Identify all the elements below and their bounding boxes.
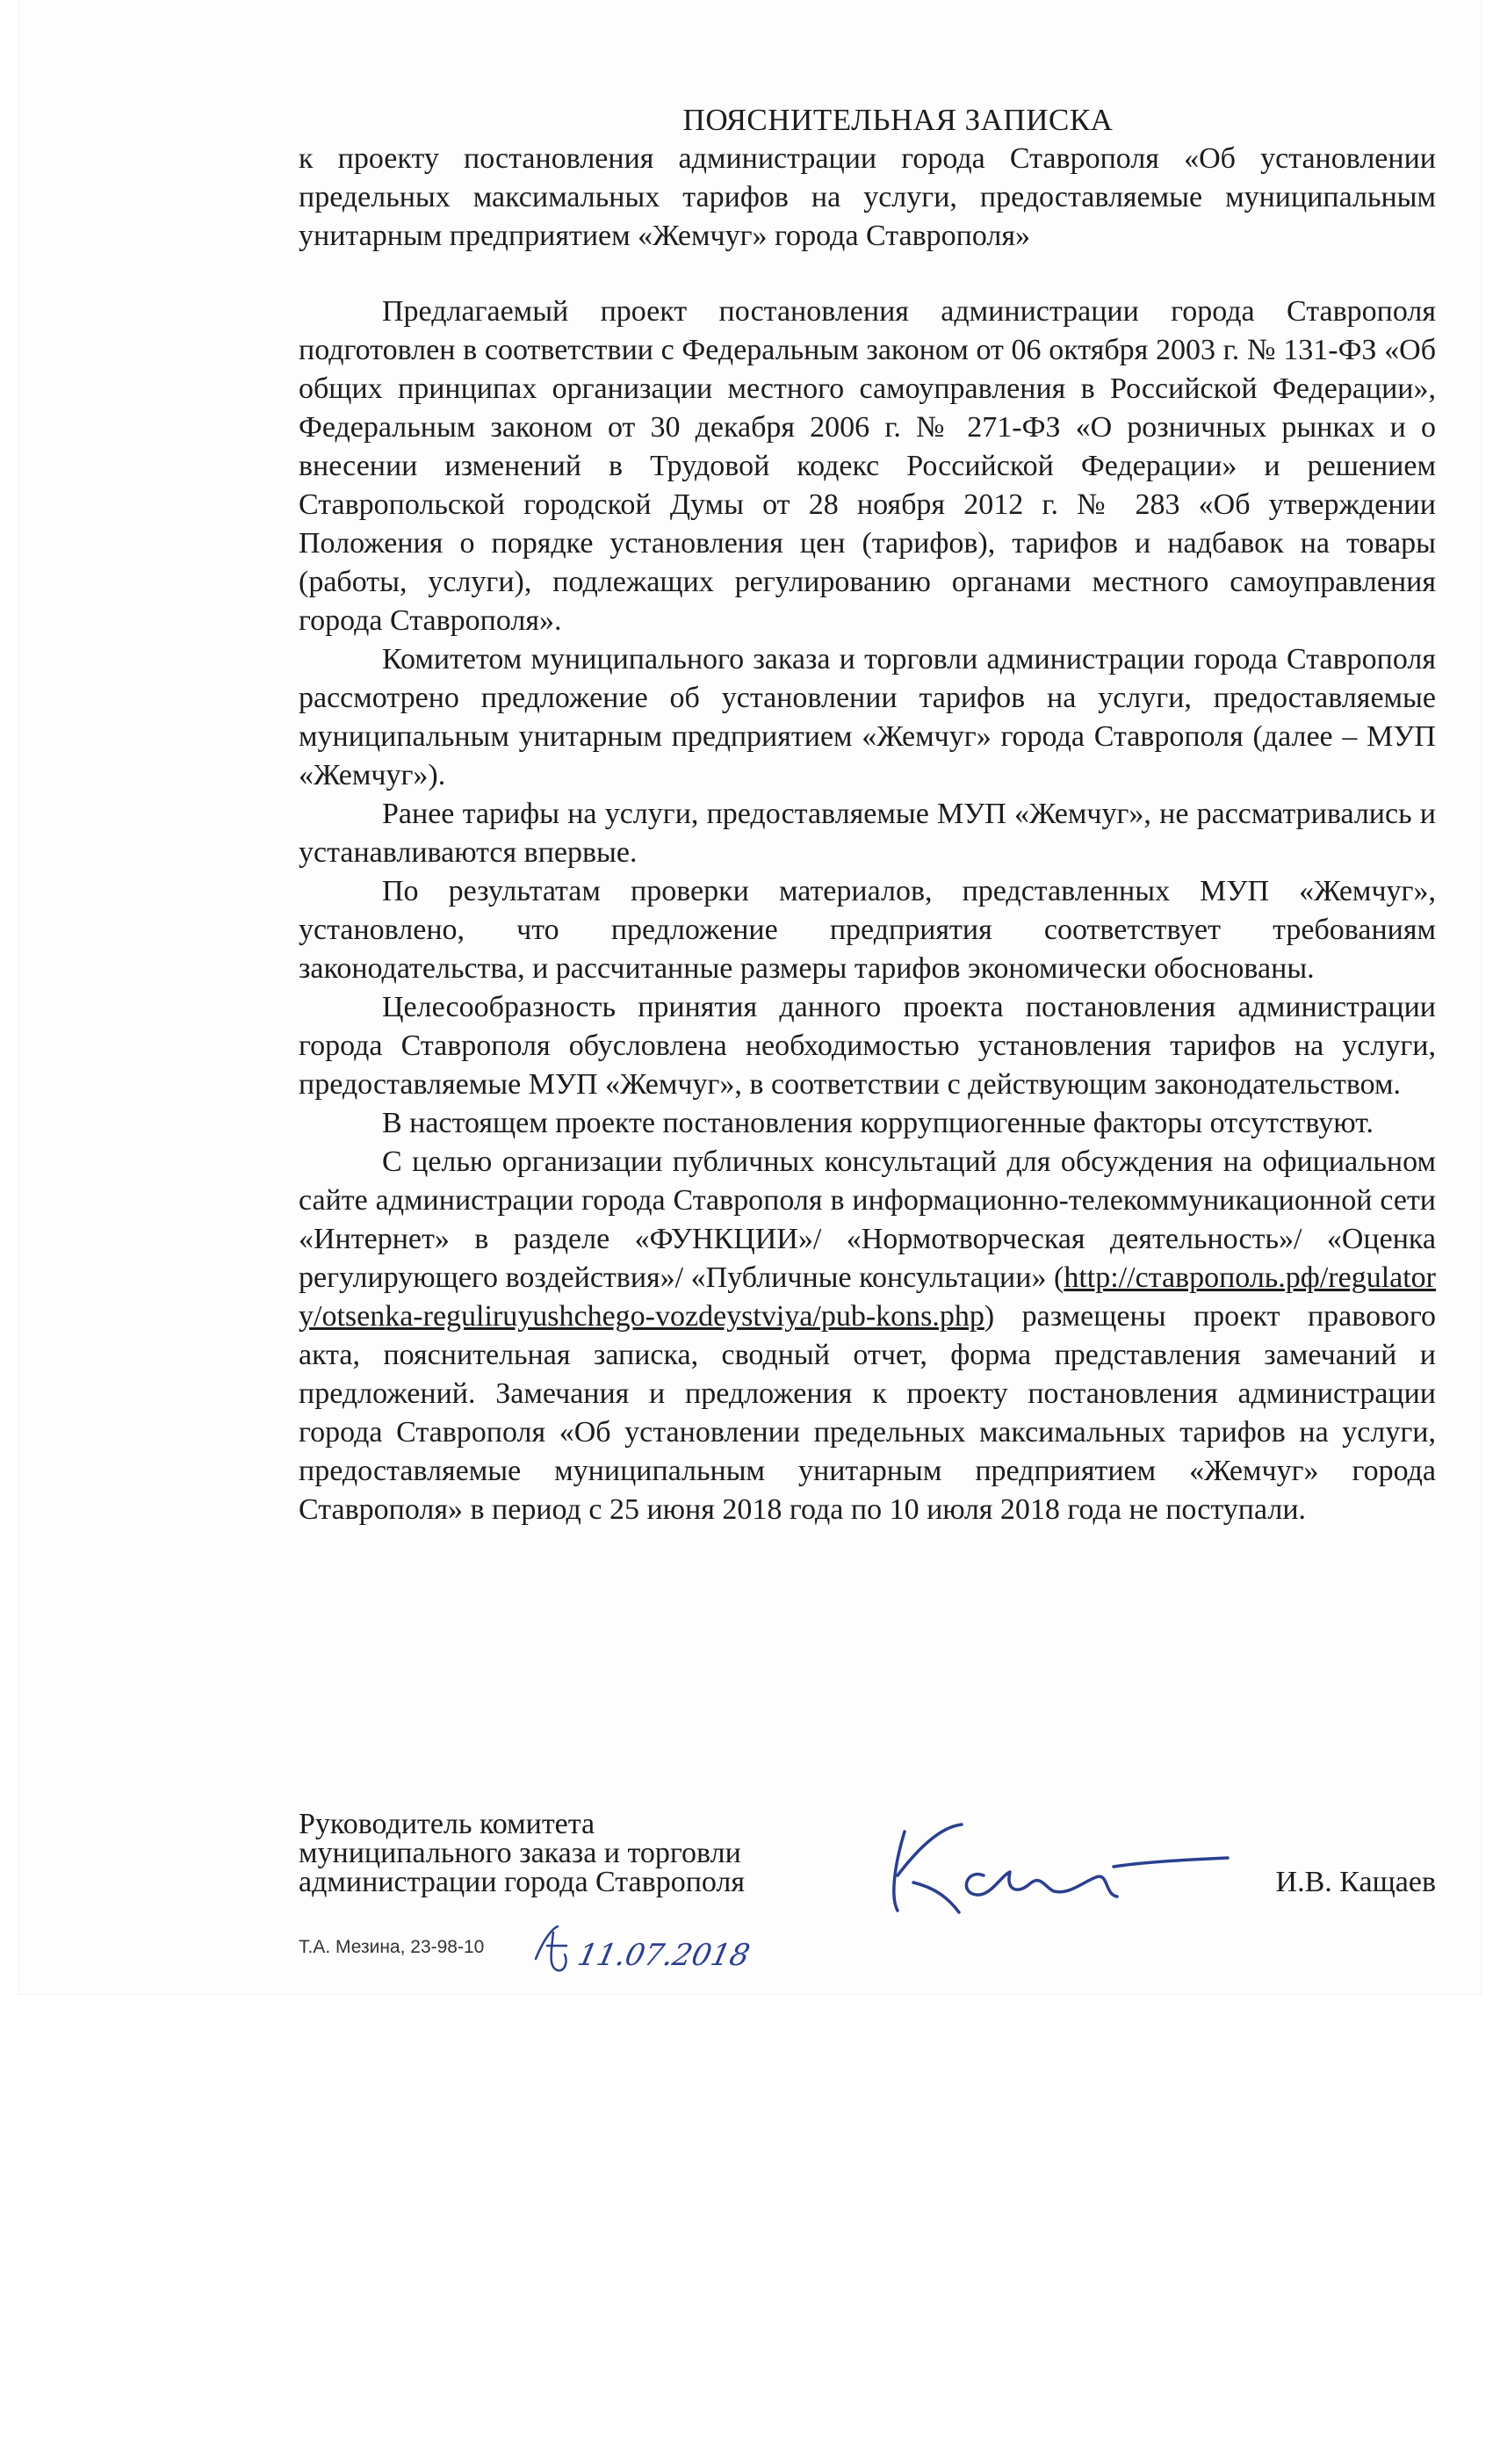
document-text <box>299 293 1436 1529</box>
signer-name: И.В. Кащаев <box>1275 1866 1436 1898</box>
consultation-text-end: ) размещены проект правового акта, пояснительная записка, сводный отчет, форма представления замечаний и предложений. Замечания и предложения к проекту постановления администрации города Ставрополя «Об установлении предельных максимальных тарифов на услуги, предоставляемые муниципальным унитарным предприятием «Жемчуг» города Ставрополя» в период с 25 июня 2018 года по 10 июля 2018 года не поступали. <box>299 1300 1436 1526</box>
paragraph: Комитетом муниципального заказа и торговли администрации города Ставрополя рассмотрено предложение об установлении тарифов на услуги, предоставляемые муниципальным унитарным предприятием «Жемчуг» города Ставрополя (далее – МУП «Жемчуг»). <box>299 643 1436 791</box>
signature-block <box>299 1810 1436 1897</box>
paragraph: Ранее тарифы на услуги, предоставляемые МУП «Жемчуг», не рассматривались и устанавливаются впервые. <box>299 798 1436 869</box>
paragraph: Целесообразность принятия данного проекта постановления администрации города Ставрополя обусловлена необходимостью установления тарифов на услуги, предоставляемые МУП «Жемчуг», в соответствии с действующим законодательством. <box>299 991 1436 1101</box>
handwritten-date-note <box>531 1919 795 1981</box>
handwritten-date: 11.07.2018 <box>574 1938 754 1973</box>
document-body <box>299 101 1436 1529</box>
consultation-text-start: С целью организации публичных консультаций для обсуждения на официальном сайте администрации города Ставрополя в информационно-телекоммуникационной сети «Интернет» в разделе «ФУНКЦИИ»/ «Нормотворческая деятельность»/ «Оценка регулирующего воздействия»/ «Публичные консультации» ( <box>299 1145 1436 1294</box>
paragraph: Предлагаемый проект постановления администрации города Ставрополя подготовлен в соответствии с Федеральным законом от 06 октября 2003 г. № 131-ФЗ «Об общих принципах организации местного самоуправления в Российской Федерации», Федеральным законом от 30 декабря 2006 г. № 271-ФЗ «О розничных рынках и о внесении изменений в Трудовой кодекс Российской Федерации» и решением Ставропольской городской Думы от 28 ноября 2012 г. № 283 «Об утверждении Положения о порядке установления цен (тарифов), тарифов и надбавок на товары (работы, услуги), подлежащих регулированию органами местного самоуправления города Ставрополя». <box>299 295 1436 637</box>
paragraph: По результатам проверки материалов, представленных МУП «Жемчуг», установлено, что предложение предприятия соответствует требованиям законодательства, и рассчитанные размеры тарифов экономически обоснованы. <box>299 875 1436 985</box>
executor-contact: Т.А. Мезина, 23-98-10 <box>299 1937 485 1957</box>
document-subject: к проекту постановления администрации города Ставрополя «Об установлении предельных максимальных тарифов на услуги, предоставляемые муниципальным унитарным предприятием «Жемчуг» города Ставрополя» <box>299 142 1436 252</box>
consultation-link[interactable]: http://ставрополь.рф/regulatory/otsenka-reguliruyushchego-vozdeystviya/pub-kons.php <box>299 1261 1436 1333</box>
paragraph: В настоящем проекте постановления коррупциогенные факторы отсутствуют. <box>382 1107 1374 1139</box>
document-title: ПОЯСНИТЕЛЬНАЯ ЗАПИСКА <box>682 103 1114 137</box>
handwritten-signature <box>878 1814 1230 1928</box>
consultation-paragraph <box>299 1143 1436 1529</box>
signer-position: Руководитель комитета муниципального заказа и торговли администрации города Ставрополя <box>299 1808 746 1898</box>
